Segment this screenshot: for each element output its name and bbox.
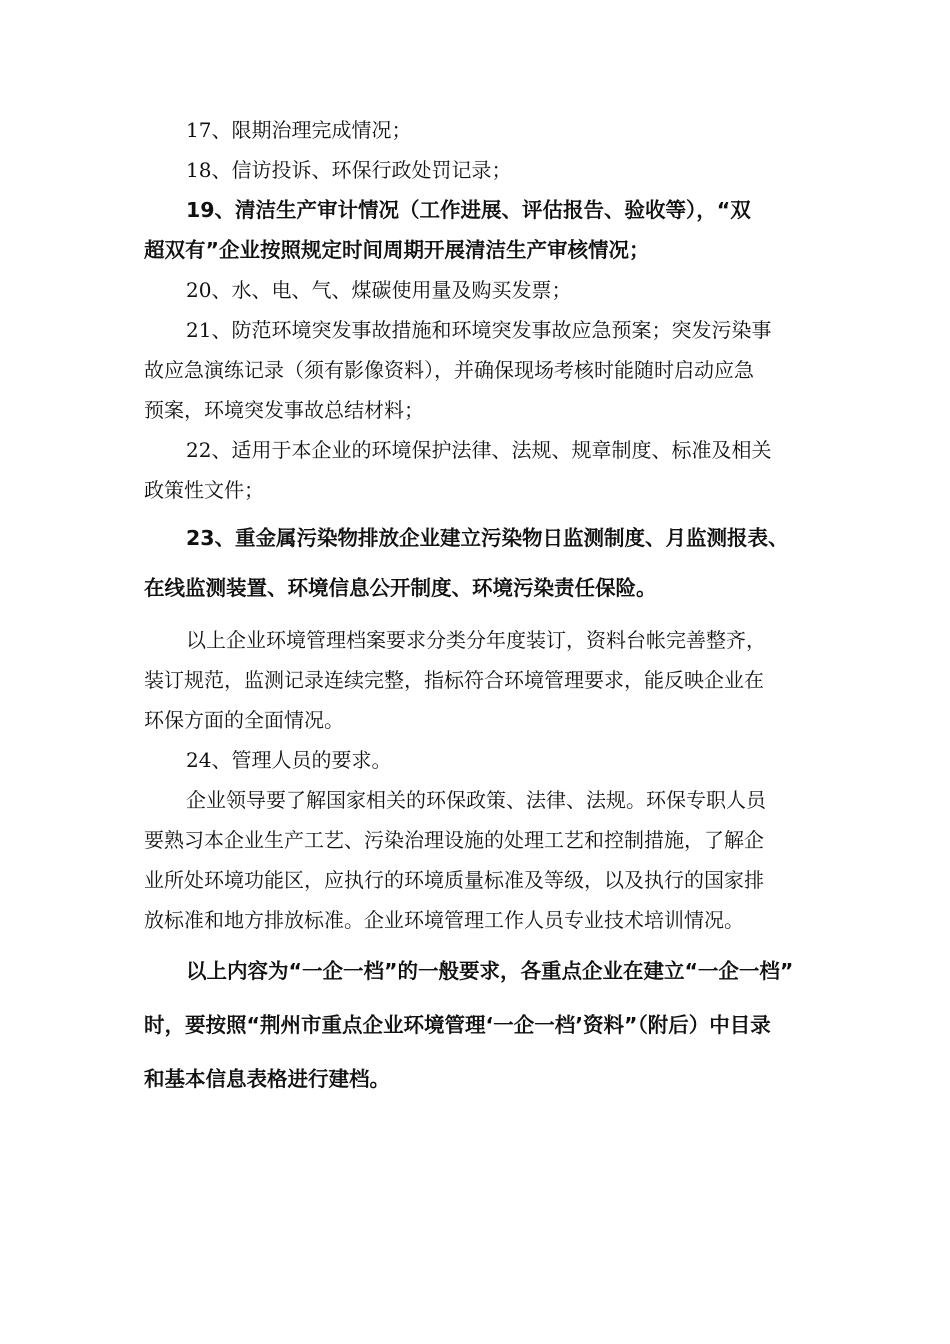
item-19 (144, 190, 856, 270)
summary-line-2: 装订规范，监测记录连续完整，指标符合环境管理要求，能反映企业在 (144, 668, 764, 692)
summary-line-3: 环保方面的全面情况。 (144, 708, 344, 732)
summary-paragraph (144, 620, 856, 740)
item-23 (144, 513, 856, 613)
staff-paragraph (144, 780, 856, 940)
staff-line-1: 企业领导要了解国家相关的环保政策、法律、法规。环保专职人员 (186, 788, 766, 812)
item-21-line-1: 21、防范环境突发事故措施和环境突发事故应急预案；突发污染事 (186, 318, 772, 342)
summary-line-1: 以上企业环境管理档案要求分类分年度装订，资料台帐完善整齐， (186, 628, 766, 652)
staff-line-2: 要熟习本企业生产工艺、污染治理设施的处理工艺和控制措施，了解企 (144, 828, 764, 852)
item-23-line-1: 23、重金属污染物排放企业建立污染物日监测制度、月监测报表、 (186, 526, 789, 550)
closing-line-1: 以上内容为“一企一档”的一般要求，各重点企业在建立“一企一档” (186, 959, 794, 983)
item-24 (144, 740, 856, 780)
item-17 (144, 110, 856, 150)
item-17-line: 17、限期治理完成情况； (186, 118, 412, 142)
staff-line-3: 业所处环境功能区，应执行的环境质量标准及等级，以及执行的国家排 (144, 868, 764, 892)
item-18 (144, 150, 856, 190)
item-21 (144, 310, 856, 430)
item-19-line-2: 超双有”企业按照规定时间周期开展清洁生产审核情况； (144, 238, 650, 262)
item-21-line-3: 预案，环境突发事故总结材料； (144, 398, 424, 422)
closing-line-2: 时，要按照“荆州市重点企业环境管理‘一企一档’资料”（附后）中目录 (144, 1013, 771, 1037)
staff-last-emphasis: 企业环境管理工作人员专业技术培训情况。 (364, 908, 744, 932)
item-23-line-2: 在线监测装置、环境信息公开制度、环境污染责任保险。 (144, 576, 657, 600)
closing-paragraph (144, 944, 856, 1106)
item-20 (144, 270, 856, 310)
item-24-line: 24、管理人员的要求。 (186, 748, 392, 772)
staff-line-4 (144, 900, 856, 940)
item-22-line-1: 22、适用于本企业的环境保护法律、法规、规章制度、标准及相关 (186, 438, 772, 462)
item-21-line-2: 故应急演练记录（须有影像资料），并确保现场考核时能随时启动应急 (144, 358, 754, 382)
staff-last-plain: 放标准和地方排放标准。 (144, 908, 364, 932)
item-19-text-1: 19、清洁生产审计情况（工作进展、评估报告、验收等），“双 (186, 198, 751, 222)
item-19-line-1 (144, 190, 856, 230)
item-18-line: 18、信访投诉、环保行政处罚记录； (186, 158, 512, 182)
closing-line-3: 和基本信息表格进行建档。 (144, 1067, 390, 1091)
item-20-line: 20、水、电、气、煤碳使用量及购买发票； (186, 278, 572, 302)
item-22 (144, 430, 856, 510)
item-22-line-2: 政策性文件； (144, 478, 264, 502)
